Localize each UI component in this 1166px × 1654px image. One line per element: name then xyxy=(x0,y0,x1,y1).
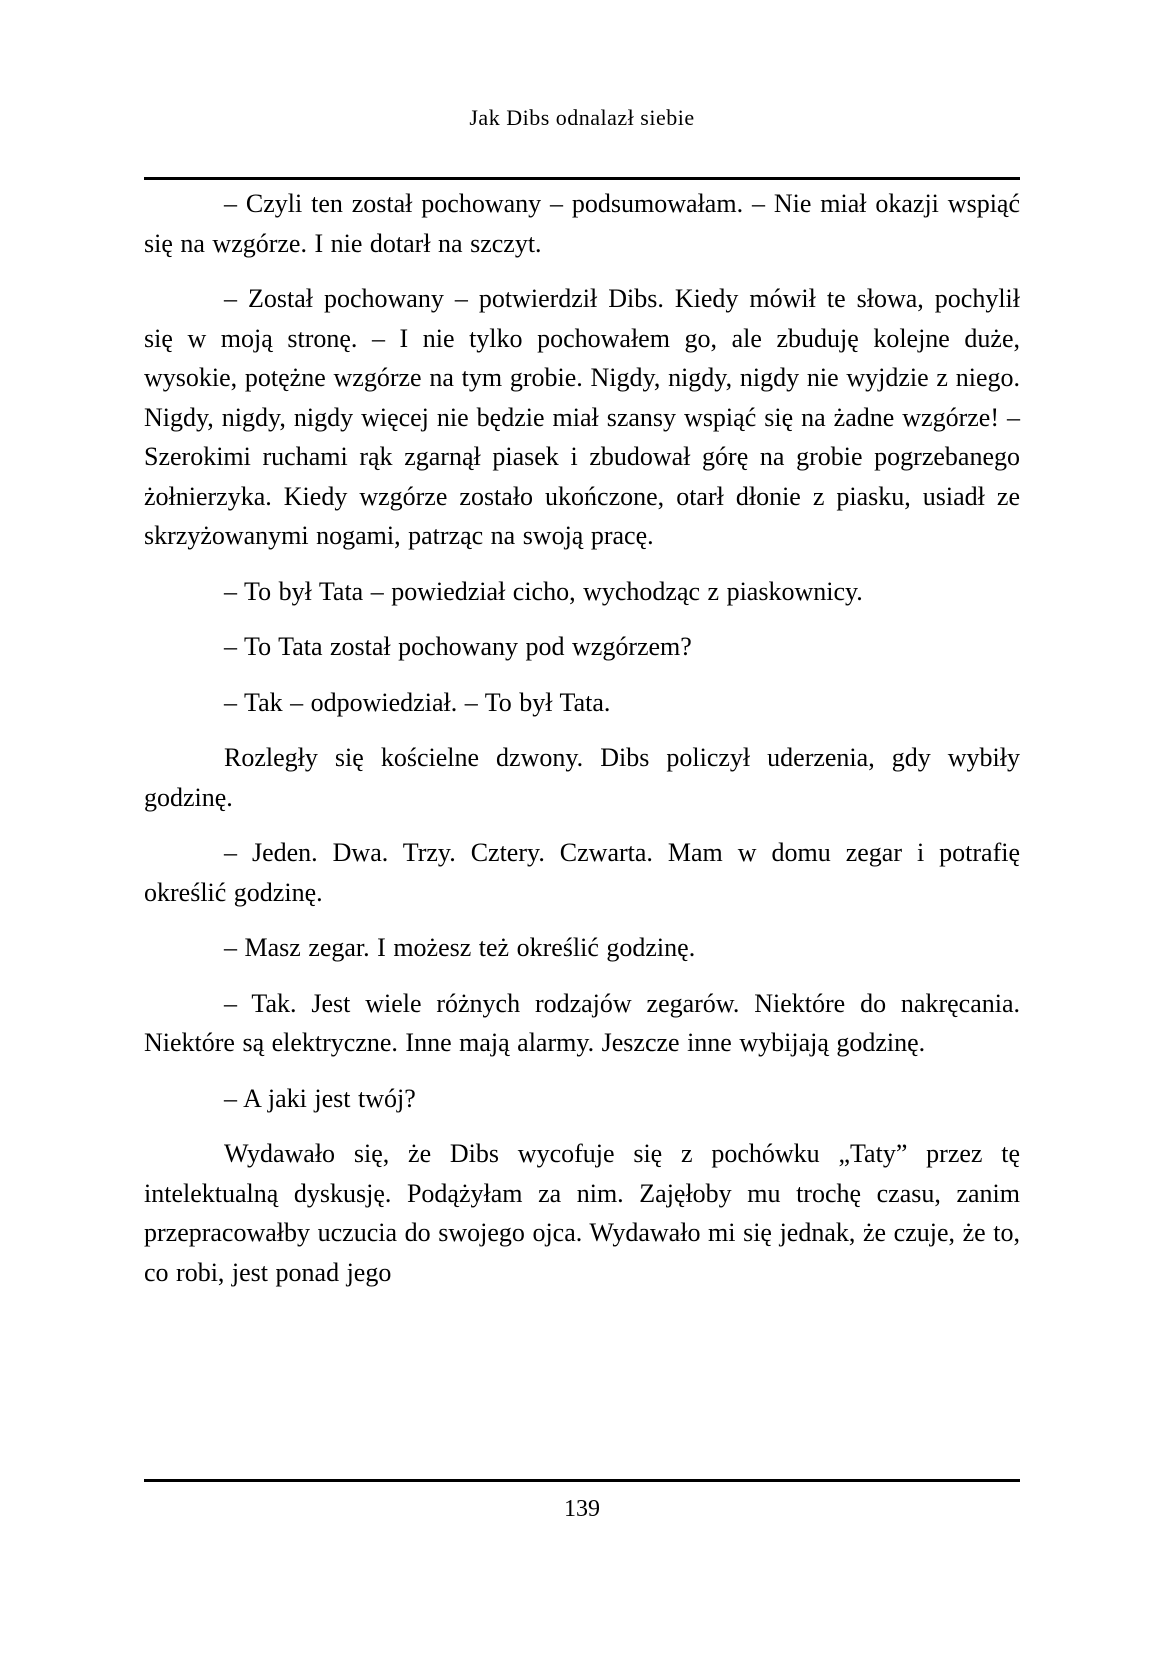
paragraph: – Czyli ten został pochowany – podsumowałam. – Nie miał okazji wspiąć się na wzgórze. I nie dotarł na szczyt. xyxy=(144,189,1020,258)
running-header: Jak Dibs odnalazł siebie xyxy=(469,105,695,130)
paragraph: – Tak – odpowiedział. – To był Tata. xyxy=(224,687,611,717)
paragraph: – Tak. Jest wiele różnych rodzajów zegarów. Niektóre do nakręcania. Niektóre są elektryczne. Inne mają alarmy. Jeszcze inne wybijają godzinę. xyxy=(144,988,1020,1057)
header-rule xyxy=(144,177,1020,180)
paragraph: – To był Tata – powiedział cicho, wychodząc z piaskownicy. xyxy=(224,576,863,606)
paragraph: – Został pochowany – potwierdził Dibs. Kiedy mówił te słowa, pochylił się w moją stronę. – I nie tylko pochowałem go, ale zbuduję kolejne duże, wysokie, potężne wzgórze na tym grobie. Nigdy, nigdy, nigdy nie wyjdzie z niego. Nigdy, nigdy, nigdy więcej nie będzie miał szansy wspiąć się na żadne wzgórze! – Szerokimi ruchami rąk zgarnął piasek i zbudował górę na grobie pogrzebanego żołnierzyka. Kiedy wzgórze zostało ukończone, otarł dłonie z piasku, usiadł ze skrzyżowanymi nogami, patrząc na swoją pracę. xyxy=(144,284,1020,550)
paragraph: – A jaki jest twój? xyxy=(224,1083,416,1113)
paragraph: Rozległy się kościelne dzwony. Dibs policzył uderzenia, gdy wybiły godzinę. xyxy=(144,743,1020,812)
page-footer xyxy=(144,1479,1020,1523)
paragraph: – Masz zegar. I możesz też określić godzinę. xyxy=(224,933,696,962)
page-body xyxy=(144,184,1020,1292)
page-number: 139 xyxy=(564,1496,600,1522)
footer-rule xyxy=(144,1479,1020,1482)
running-header-wrap xyxy=(144,0,1020,131)
paragraph: – To Tata został pochowany pod wzgórzem? xyxy=(224,632,692,661)
paragraph: – Jeden. Dwa. Trzy. Cztery. Czwarta. Mam w domu zegar i potrafię określić godzinę. xyxy=(144,838,1020,907)
paragraph: Wydawało się, że Dibs wycofuje się z pochówku „Taty” przez tę intelektualną dyskusję. Podążyłam za nim. Zajęłoby mu trochę czasu, zanim przepracowałby uczucia do swojego ojca. Wydawało mi się jednak, że czuje, że to, co robi, jest ponad jego xyxy=(144,1139,1020,1287)
